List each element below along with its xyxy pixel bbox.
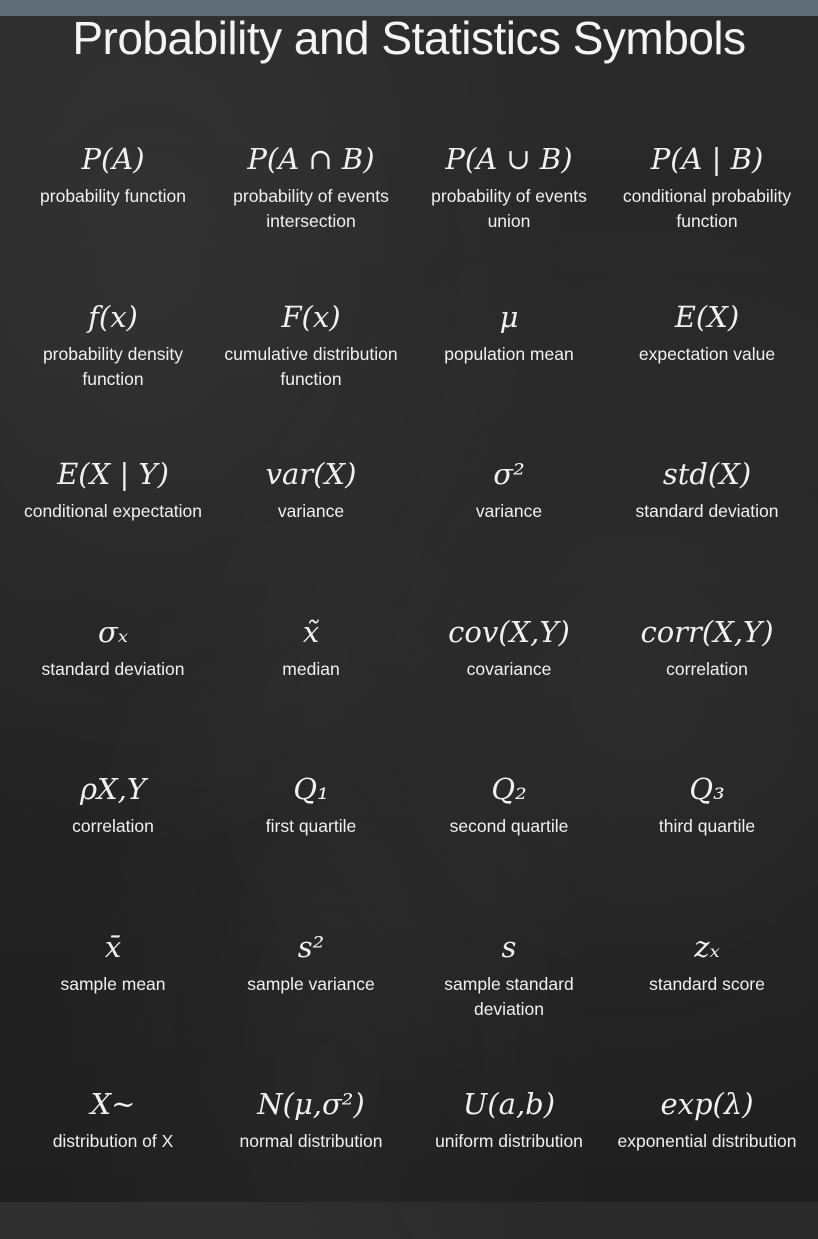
symbol-card <box>14 1081 212 1239</box>
symbol: exp(λ) <box>660 1087 754 1121</box>
caption: distribution of X <box>52 1131 174 1151</box>
symbol-card <box>14 766 212 924</box>
page-title: Probability and Statistics Symbols <box>72 12 746 64</box>
symbol: f(x) <box>88 299 138 334</box>
symbol: x̃ <box>302 614 320 649</box>
symbol: F(x) <box>281 299 341 334</box>
symbol-card <box>608 294 806 452</box>
caption: sample standard deviation <box>444 973 574 1019</box>
caption: normal distribution <box>239 1131 383 1151</box>
symbol-card <box>212 609 410 767</box>
caption: variance <box>277 501 345 521</box>
symbol-card <box>410 609 608 767</box>
caption: standard deviation <box>41 658 185 679</box>
caption: second quartile <box>449 816 569 836</box>
symbol-card <box>608 1081 806 1239</box>
symbol: ρX,Y <box>79 772 147 806</box>
symbol: Q₁ <box>293 772 329 806</box>
caption: sample variance <box>247 973 375 994</box>
symbol-card <box>14 136 212 294</box>
symbol: E(X) <box>674 299 740 334</box>
caption: correlation <box>72 816 154 836</box>
symbol-card <box>608 451 806 609</box>
symbol-card <box>212 294 410 452</box>
symbol-card <box>212 451 410 609</box>
symbol-card <box>14 294 212 452</box>
caption: variance <box>475 501 543 521</box>
caption: conditional probability function <box>622 186 792 231</box>
caption: sample mean <box>60 973 166 994</box>
symbol-card <box>14 924 212 1082</box>
symbol-card <box>608 136 806 294</box>
symbol-card <box>212 136 410 294</box>
symbol-card <box>14 609 212 767</box>
caption: probability density function <box>42 343 184 389</box>
symbol: P(A ∪ B) <box>445 142 573 176</box>
symbol: corr(X,Y) <box>640 614 774 649</box>
caption: standard score <box>649 973 765 994</box>
caption: probability of events intersection <box>233 186 389 231</box>
symbol: cov(X,Y) <box>448 614 570 649</box>
symbol: σₓ <box>97 614 129 649</box>
symbol: s² <box>297 929 325 964</box>
symbol: U(a,b) <box>462 1087 556 1121</box>
symbol: σ² <box>493 457 525 491</box>
caption: probability of events union <box>431 186 587 231</box>
caption: median <box>282 658 340 679</box>
symbol: N(μ,σ²) <box>257 1087 365 1121</box>
symbol: X~ <box>90 1087 136 1121</box>
symbol-card <box>410 924 608 1082</box>
symbol-card <box>410 136 608 294</box>
symbol: var(X) <box>265 457 357 491</box>
caption: cumulative distribution function <box>224 343 398 389</box>
symbol-card <box>212 1081 410 1239</box>
caption: uniform distribution <box>435 1131 583 1151</box>
symbol: E(X | Y) <box>57 457 169 491</box>
caption: first quartile <box>265 816 357 836</box>
symbol: s <box>501 929 517 964</box>
symbol-card <box>14 451 212 609</box>
symbol-card <box>410 294 608 452</box>
symbol-card <box>608 924 806 1082</box>
caption: standard deviation <box>635 501 779 521</box>
symbol-card <box>410 766 608 924</box>
symbol-card <box>410 451 608 609</box>
caption: covariance <box>466 658 552 679</box>
symbol-card <box>608 766 806 924</box>
symbol: P(A ∩ B) <box>247 142 375 176</box>
symbol: μ <box>499 299 519 334</box>
caption: conditional expectation <box>23 501 203 521</box>
symbol-card <box>212 924 410 1082</box>
symbol-card <box>410 1081 608 1239</box>
symbol: x̄ <box>104 929 122 964</box>
caption: correlation <box>666 658 748 679</box>
symbol: Q₂ <box>491 772 527 806</box>
symbol: std(X) <box>662 457 752 491</box>
caption: expectation value <box>638 343 776 364</box>
symbol: Q₃ <box>689 772 725 806</box>
symbol: P(A) <box>81 142 145 176</box>
caption: population mean <box>444 343 574 364</box>
symbol-card <box>608 609 806 767</box>
symbol-card <box>212 766 410 924</box>
caption: exponential distribution <box>617 1131 797 1151</box>
caption: probability function <box>40 186 186 206</box>
caption: third quartile <box>658 816 756 836</box>
symbol: zₓ <box>694 929 720 964</box>
symbol-grid <box>14 136 806 1239</box>
symbol: P(A | B) <box>650 142 764 176</box>
